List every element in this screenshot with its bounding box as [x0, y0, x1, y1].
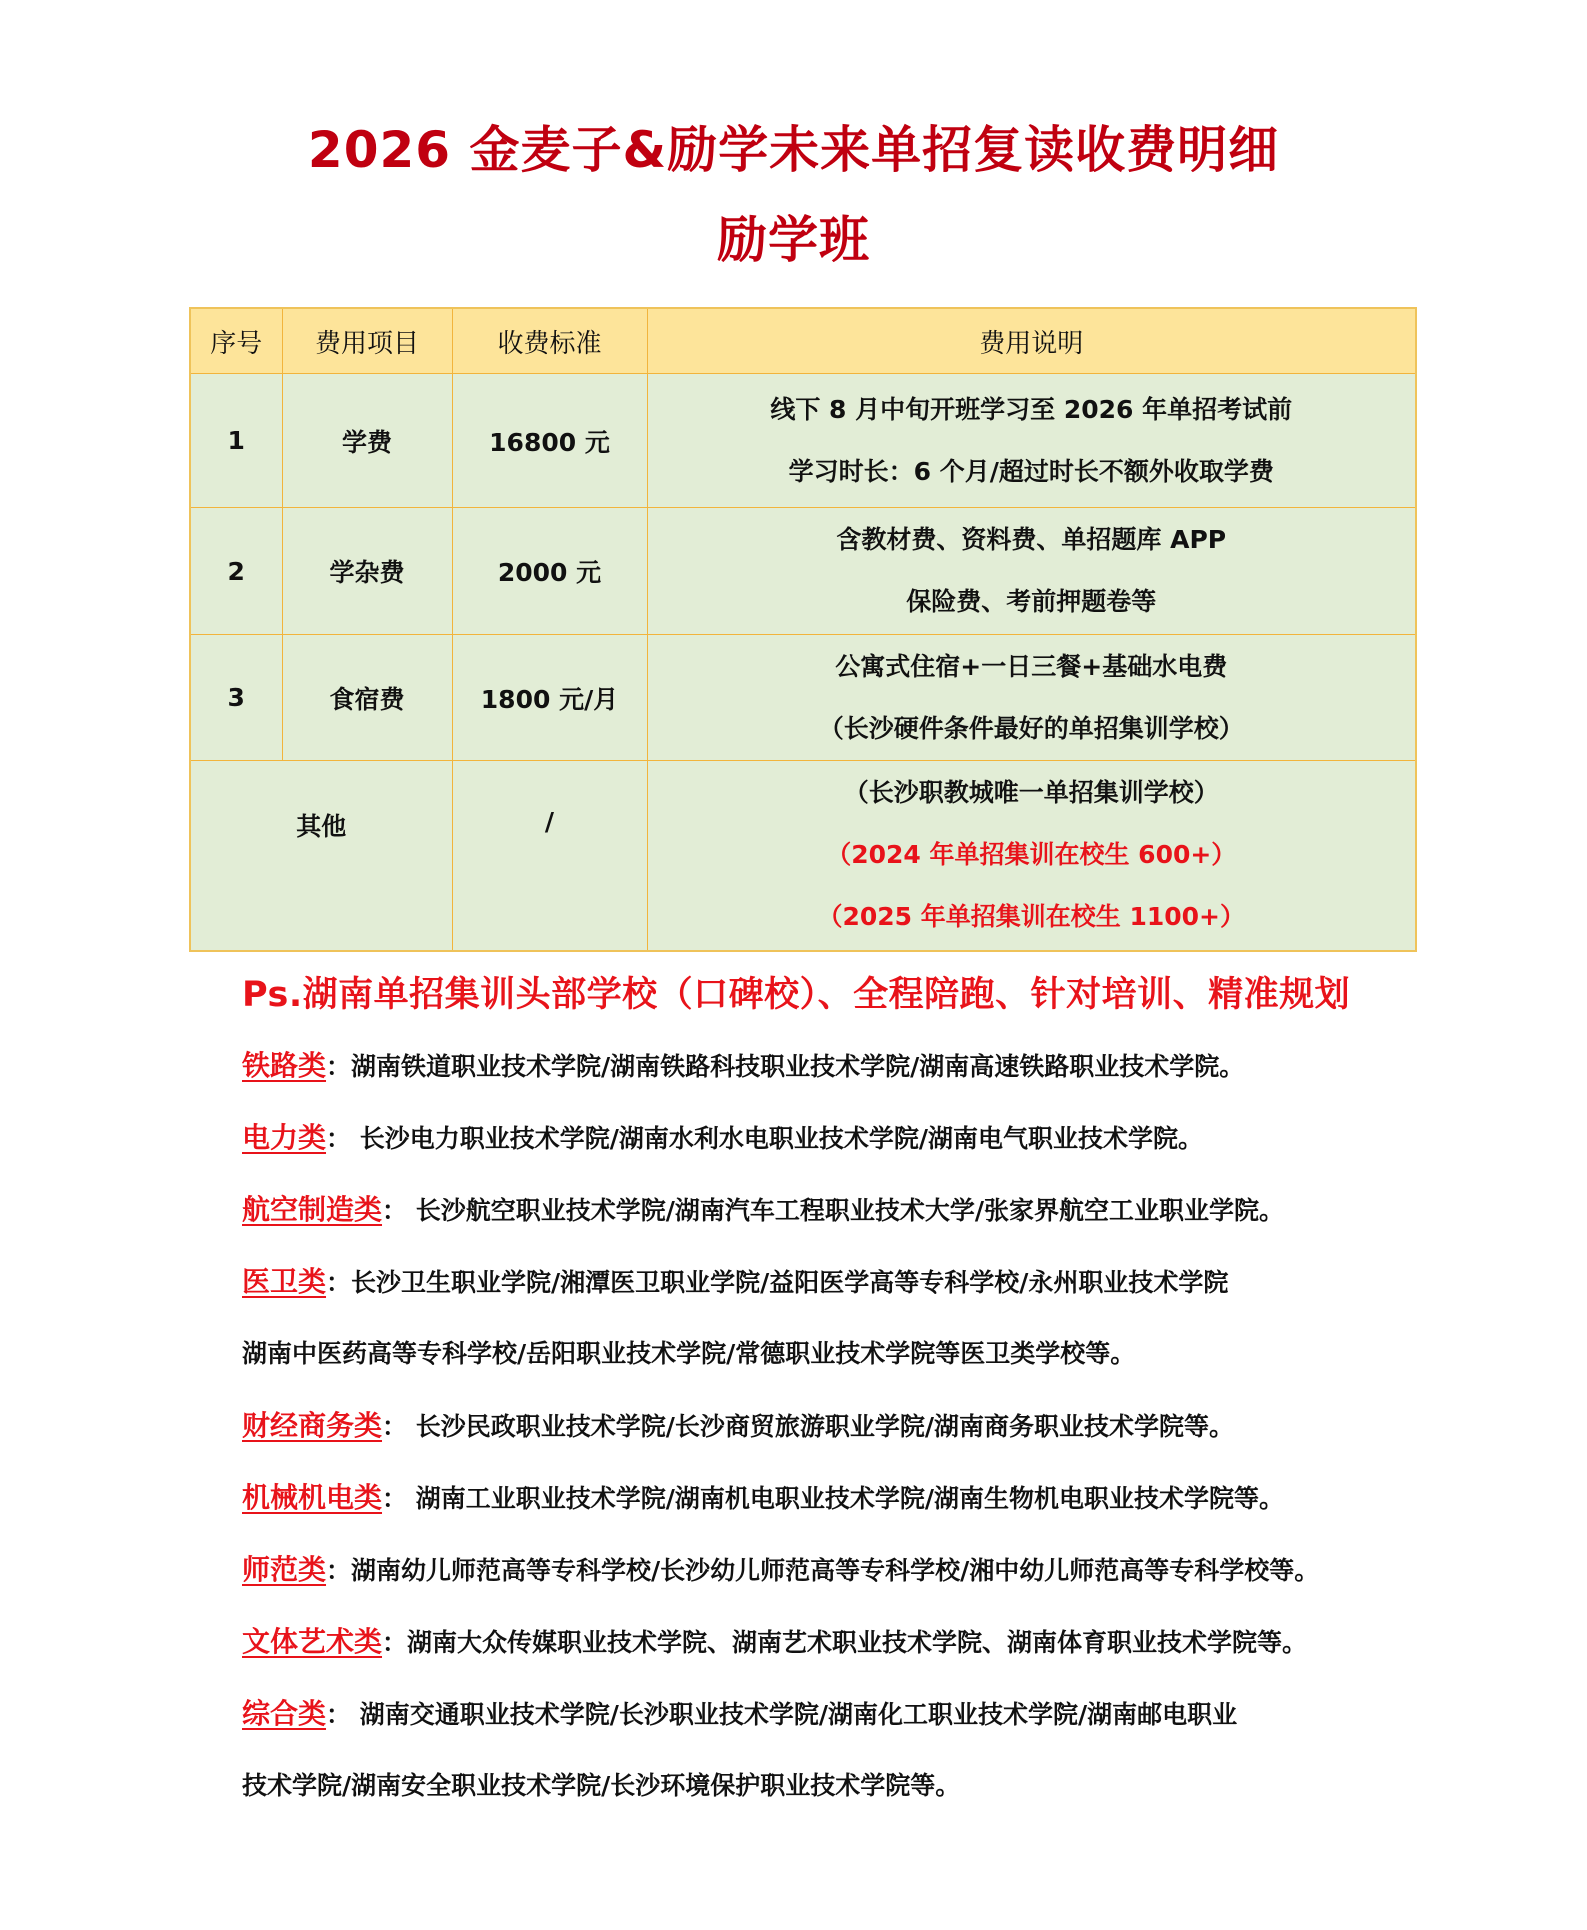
row-description-other	[647, 761, 1416, 951]
category-finance	[242, 1406, 1234, 1447]
row-price: 2000 元	[452, 508, 647, 635]
table-header-row	[190, 308, 1416, 374]
category-schools: 湖南铁道职业技术学院/湖南铁路科技职业技术学院/湖南高速铁路职业技术学院。	[351, 1052, 1245, 1081]
column-header-index: 序号	[190, 308, 282, 374]
row-index: 1	[190, 374, 282, 508]
row-description	[647, 635, 1416, 761]
description-line: 学习时长：6 个月/超过时长不额外收取学费	[788, 456, 1274, 486]
colon: ：	[326, 1124, 352, 1153]
colon: ：	[382, 1196, 408, 1225]
row-price: 16800 元	[452, 374, 647, 508]
description-line: （长沙职教城唯一单招集训学校）	[843, 778, 1219, 808]
row-item-other: 其他	[190, 761, 452, 951]
category-label: 综合类	[242, 1697, 327, 1730]
row-description	[647, 508, 1416, 635]
category-label: 财经商务类	[242, 1409, 383, 1442]
row-price-other: /	[452, 761, 647, 951]
category-label: 师范类	[242, 1553, 327, 1586]
colon: ：	[382, 1628, 408, 1657]
table-row	[190, 635, 1416, 761]
category-label: 电力类	[242, 1121, 327, 1154]
ps-highlight: Ps.湖南单招集训头部学校（口碑校）、全程陪跑、针对培训、精准规划	[242, 975, 1351, 1015]
colon: ：	[326, 1556, 352, 1585]
colon: ：	[382, 1484, 408, 1513]
category-mechanical	[242, 1478, 1284, 1519]
category-aviation	[242, 1190, 1284, 1231]
category-schools: 长沙民政职业技术学院/长沙商贸旅游职业学院/湖南商务职业技术学院等。	[407, 1412, 1234, 1441]
category-label: 铁路类	[242, 1049, 327, 1082]
category-schools: 长沙卫生职业学院/湘潭医卫职业学院/益阳医学高等专科学校/永州职业技术学院	[351, 1268, 1229, 1297]
category-schools-continued: 湖南中医药高等专科学校/岳阳职业技术学院/常德职业技术学院等医卫类学校等。	[242, 1339, 1136, 1368]
description-line: 保险费、考前押题卷等	[906, 587, 1157, 616]
column-header-item: 费用项目	[282, 308, 452, 374]
table-row-other	[190, 761, 1416, 951]
row-index: 2	[190, 508, 282, 635]
category-comprehensive	[242, 1694, 1237, 1735]
description-line: 公寓式住宿+一日三餐+基础水电费	[835, 651, 1228, 681]
category-schools: 湖南工业职业技术学院/湖南机电职业技术学院/湖南生物机电职业技术学院等。	[407, 1484, 1284, 1513]
column-header-description: 费用说明	[647, 308, 1416, 374]
row-price: 1800 元/月	[452, 635, 647, 761]
page-title: 2026 金麦子&励学未来单招复读收费明细	[307, 121, 1280, 179]
row-index: 3	[190, 635, 282, 761]
colon: ：	[326, 1052, 352, 1081]
description-line-highlight: （2024 年单招集训在校生 600+）	[826, 840, 1237, 870]
colon: ：	[326, 1700, 352, 1729]
category-schools: 湖南大众传媒职业技术学院、湖南艺术职业技术学院、湖南体育职业技术学院等。	[407, 1628, 1308, 1657]
row-description	[647, 374, 1416, 508]
category-schools: 湖南交通职业技术学院/长沙职业技术学院/湖南化工职业技术学院/湖南邮电职业	[351, 1700, 1238, 1729]
category-label: 文体艺术类	[242, 1625, 383, 1658]
colon: ：	[326, 1268, 352, 1297]
description-line: （长沙硬件条件最好的单招集训学校）	[818, 713, 1244, 743]
category-medical	[242, 1262, 1228, 1303]
table-row	[190, 374, 1416, 508]
column-header-price: 收费标准	[452, 308, 647, 374]
description-line-highlight: （2025 年单招集训在校生 1100+）	[817, 902, 1245, 932]
category-power	[242, 1118, 1203, 1159]
colon: ：	[382, 1412, 408, 1441]
category-comprehensive-continued	[242, 1766, 960, 1806]
category-schools-continued: 技术学院/湖南安全职业技术学院/长沙环境保护职业技术学院等。	[242, 1771, 961, 1800]
row-item: 食宿费	[282, 635, 452, 761]
page-subtitle: 励学班	[717, 211, 870, 269]
category-schools: 长沙航空职业技术学院/湖南汽车工程职业技术大学/张家界航空工业职业学院。	[407, 1196, 1284, 1225]
category-label: 医卫类	[242, 1265, 327, 1298]
description-line: 含教材费、资料费、单招题库 APP	[836, 525, 1227, 554]
row-item: 学费	[282, 374, 452, 508]
category-railway	[242, 1046, 1244, 1087]
description-line: 线下 8 月中旬开班学习至 2026 年单招考试前	[770, 394, 1293, 424]
category-teacher	[242, 1550, 1319, 1591]
table-row	[190, 508, 1416, 635]
row-item: 学杂费	[282, 508, 452, 635]
category-label: 航空制造类	[242, 1193, 383, 1226]
category-schools: 湖南幼儿师范高等专科学校/长沙幼儿师范高等专科学校/湘中幼儿师范高等专科学校等。	[351, 1556, 1320, 1585]
category-label: 机械机电类	[242, 1481, 383, 1514]
category-medical-continued	[242, 1334, 1135, 1374]
fee-table	[189, 307, 1417, 952]
category-schools: 长沙电力职业技术学院/湖南水利水电职业技术学院/湖南电气职业技术学院。	[351, 1124, 1203, 1153]
category-arts-sports	[242, 1622, 1307, 1663]
